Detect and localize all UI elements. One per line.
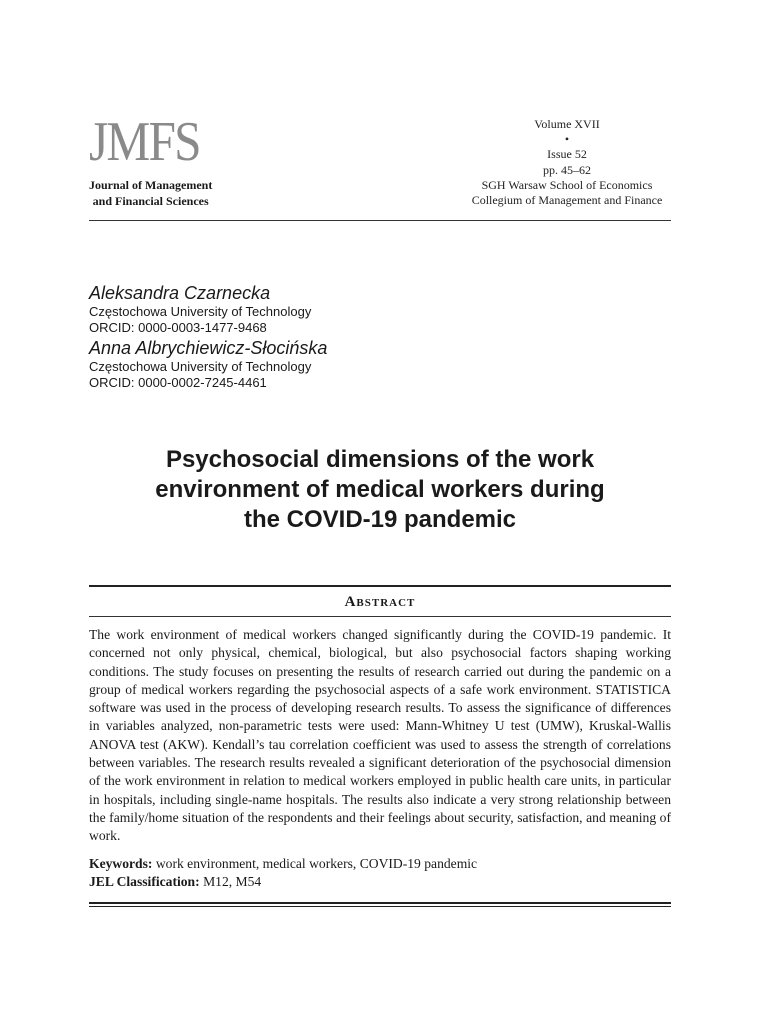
keywords-block <box>89 855 671 892</box>
keywords-value: work environment, medical workers, COVID-19 pandemic <box>155 856 478 871</box>
abstract-top-rule <box>89 585 671 587</box>
header-divider <box>89 220 671 221</box>
paper-title-line: the COVID-19 pandemic <box>243 506 517 533</box>
abstract-text: The work environment of medical workers changed significantly during the COVID-19 pandemic. It concerned not only physical, chemical, biological, but also psychosocial factors shaping working conditions. The study focuses on presenting the results of research carried out during the pandemic on a group of medical workers regarding the psychosocial aspects of a safe work environment. STATISTICA software was used in the process of developing research results. To assess the significance of differences in variables analyzed, non-parametric tests were used: Mann-Whitney U test (UMW), Kruskal-Wallis ANOVA test (AKW). Kendall’s tau correlation coefficient was used to assess the strength of correlations between variables. The research results revealed a significant deterioration of the psychosocial dimension of the work environment in relation to medical workers employed in public health care units, in particular in hospitals, including single-name hospitals. The results also indicate a very strong relationship between the family/home situation of the respondents and their feelings about security, satisfaction, and meaning of work. <box>89 627 671 844</box>
page-range: pp. 45–62 <box>543 162 591 177</box>
author-name: Aleksandra Czarnecka <box>89 283 271 303</box>
bullet-separator: • <box>564 132 570 147</box>
author-list <box>89 282 649 391</box>
author-affiliation: Częstochowa University of Technology <box>89 304 312 319</box>
abstract-bottom-rule-thin <box>89 906 671 907</box>
volume: Volume XVII <box>534 117 600 131</box>
paper-title-line: Psychosocial dimensions of the work <box>165 446 595 473</box>
author-affiliation: Częstochowa University of Technology <box>89 359 312 374</box>
jel-value: M12, M54 <box>203 874 262 890</box>
journal-logo: JMFS <box>89 111 200 173</box>
jel-line <box>89 873 671 891</box>
abstract-bottom-rule <box>89 902 671 904</box>
journal-name-line-2: and Financial Sciences <box>92 194 209 208</box>
keywords-label: Keywords: <box>89 856 153 871</box>
author-entry <box>89 337 649 391</box>
abstract-heading-rule <box>89 616 671 617</box>
author-orcid: ORCID: 0000-0003-1477-9468 <box>89 320 267 335</box>
abstract-heading: Abstract <box>344 594 416 610</box>
issue-info <box>456 117 678 208</box>
author-entry <box>89 282 649 336</box>
journal-name-line-1: Journal of Management <box>89 178 213 192</box>
issue-number: Issue 52 <box>547 147 587 162</box>
publisher-school: SGH Warsaw School of Economics <box>481 177 653 192</box>
keywords-line <box>89 855 671 873</box>
author-name: Anna Albrychiewicz-Słocińska <box>89 338 328 358</box>
paper-title <box>89 445 671 535</box>
jel-label: JEL Classification: <box>89 874 200 890</box>
publisher-collegium: Collegium of Management and Finance <box>471 193 663 208</box>
author-orcid: ORCID: 0000-0002-7245-4461 <box>89 375 267 390</box>
journal-name <box>89 177 212 209</box>
paper-title-line: environment of medical workers during <box>155 476 605 503</box>
